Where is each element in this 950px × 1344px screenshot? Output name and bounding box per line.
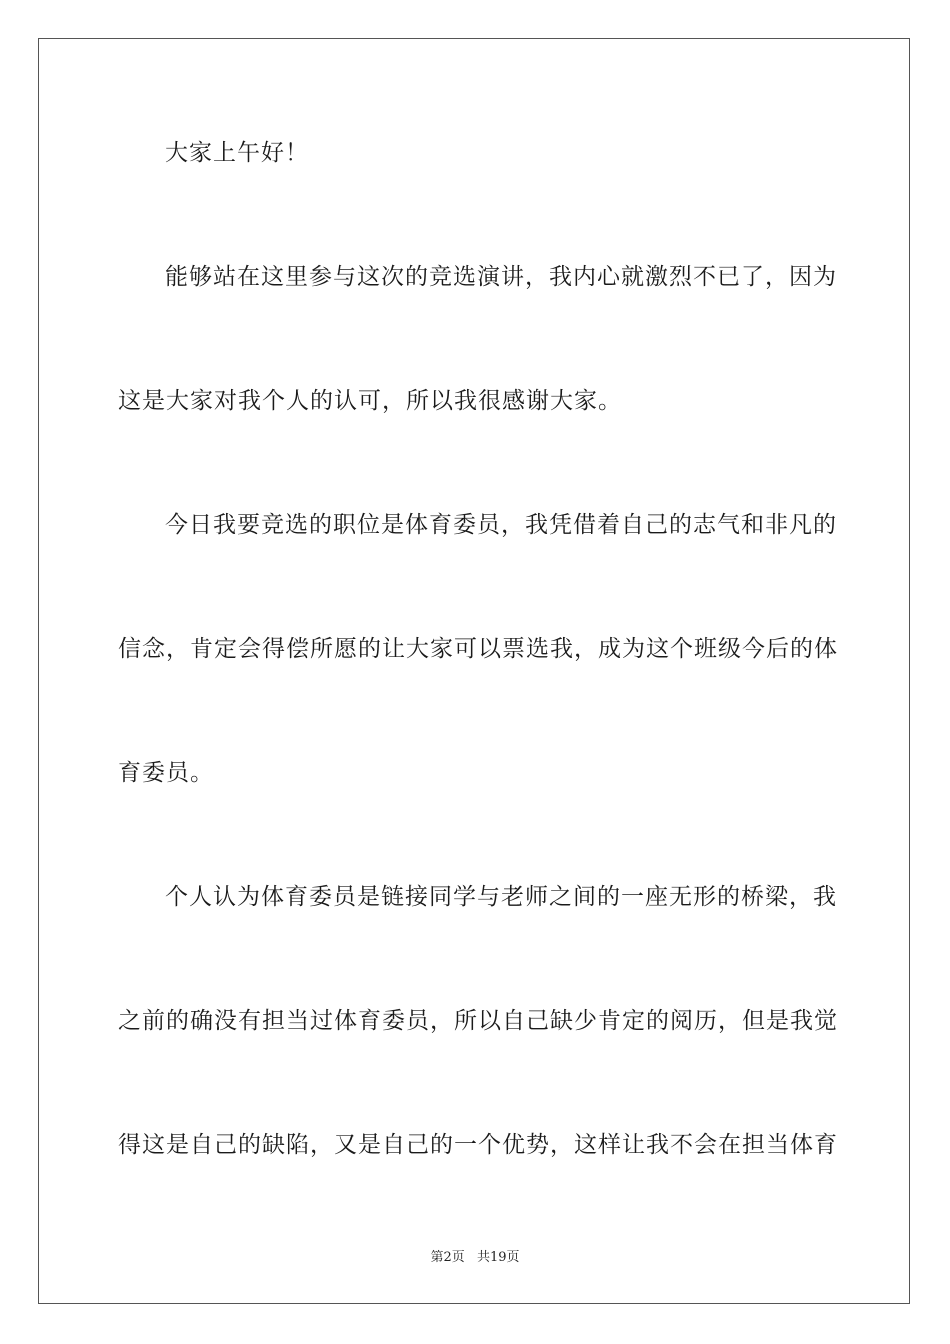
paragraph-2-line-3: 育委员。 [118, 760, 214, 786]
paragraph-3-line-1: 个人认为体育委员是链接同学与老师之间的一座无形的桥梁，我 [165, 884, 837, 910]
page-number: 第2页 [430, 1250, 465, 1265]
page-footer [0, 1246, 950, 1265]
paragraph-3-line-3: 得这是自己的缺陷，又是自己的一个优势，这样让我不会在担当体育 [118, 1132, 838, 1158]
paragraph-1-line-2: 这是大家对我个人的认可，所以我很感谢大家。 [118, 388, 622, 414]
paragraph-1-line-1: 能够站在这里参与这次的竞选演讲，我内心就激烈不已了，因为 [165, 264, 837, 290]
greeting-line: 大家上午好！ [165, 140, 309, 166]
paragraph-2-line-1: 今日我要竞选的职位是体育委员，我凭借着自己的志气和非凡的 [165, 512, 837, 538]
page-border [38, 38, 910, 1304]
paragraph-2-line-2: 信念，肯定会得偿所愿的让大家可以票选我，成为这个班级今后的体 [118, 636, 838, 662]
page-total: 共19页 [476, 1250, 520, 1265]
paragraph-3-line-2: 之前的确没有担当过体育委员，所以自己缺少肯定的阅历，但是我觉 [118, 1008, 838, 1034]
